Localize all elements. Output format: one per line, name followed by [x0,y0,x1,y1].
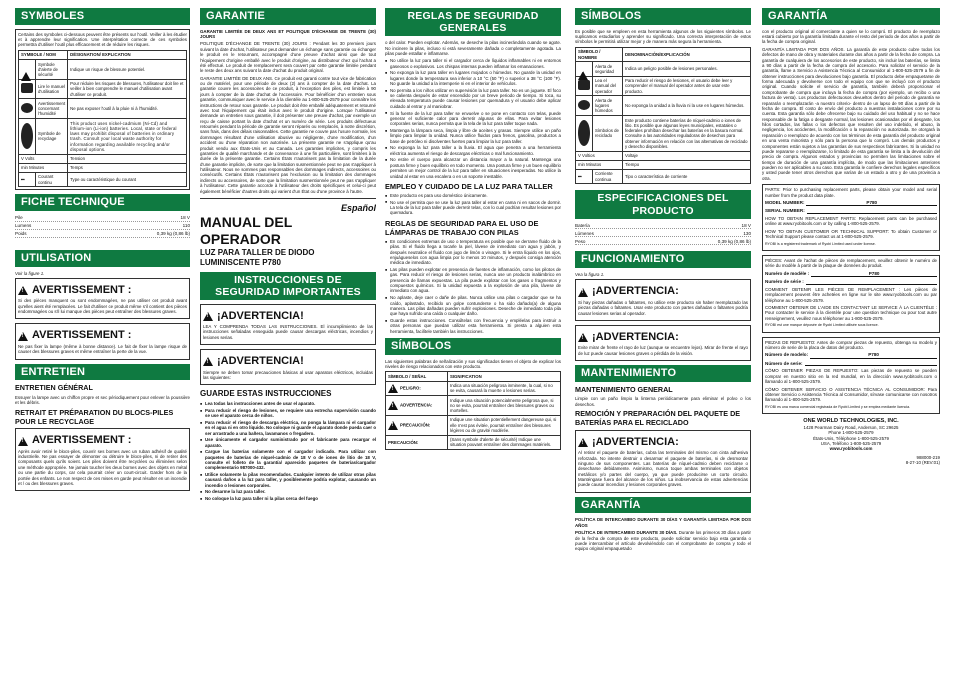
warning-title: AVERTISSEMENT : [32,434,132,447]
table-row [576,62,751,76]
parts-box-fr [762,255,940,333]
column-french-1 [15,8,190,495]
entretien-general: ENTRETIEN GÉNÉRAL [15,383,93,393]
table-row [576,116,751,151]
symbol-name: V Volts [19,154,68,163]
symbol-name: Alerta de seguridad [593,62,623,76]
symboles-col-head-2: DÉSIGNATION/ EXPLICATION [68,50,187,59]
warning-icon [18,332,28,341]
pilas-list [385,239,561,334]
address-line: Phone 1-800-525-2579 [828,430,874,436]
website-link[interactable]: www.ryobitools.com [829,446,873,452]
symbol-name: Lire le manuel d'utilisation [36,79,68,99]
garantia-title-1: POLÍTICA DE INTERCAMBIO DURANTE 30 DÍAS Y GARANTÍA LIMITADA POR DOS AÑOS [575,517,751,528]
warning-title: ¡ADVERTENCIA: [592,330,679,343]
warning-icon [18,437,28,446]
signal-name: PRECAUCIÓN: [386,435,448,449]
simbolos-header: SÍMBOLOS [385,338,561,355]
column-spanish-1 [385,8,561,450]
table-row [386,435,561,449]
garantie-p2: GARANTIE LIMITÉE DE DEUX ANS. Ce produit est garanti contre tout vice de fabrication ou de matériel, pour une période de deux (2) ans à compter de la date d'achat. La garantie couvre les accessoires de ce produit, à l'exception des piles, est limitée à 90 jours à compter de la date d'achat de l'accessoire. Pour bénéficier d'un entretien sous garantie, communiquer avec le service à la clientèle au 1-800-525-2579 pour connaître les instructions de retour sous garantie. Le produit doit être emballé adéquatement et retourné avec tout l'équipement qui était inclus avec le produit d'origine. Lorsque l'utilisateur demande un entretien sous garantie, il doit présenter une preuve d'achat, par exemple un reçu de caisse portant la date d'achat et un numéro de série. Les produits défectueux retournés pendant la période de garantie seront réparés ou remplacés, à notre discrétion, sans frais, dans des délais raisonnables. Cette garantie ne couvre pas l'usure normale, les dommages résultant d'une utilisation abusive ou négligente, d'une modification, d'un accident ou d'une réparation non autorisée. La présente garantie ne s'applique qu'au produit vendu aux États-Unis et au Canada. Les garanties implicites, y compris les garanties de qualité marchande et de convenance à une fin particulière, sont limitées à la durée de la présente garantie. Certains États n'autorisent pas la limitation de la durée d'une garantie implicite, de sorte que la limitation susmentionnée peut ne pas s'appliquer à l'utilisateur. Nous ne sommes pas responsables des dommages indirects, accessoires ou consécutifs. Certains États n'autorisent pas l'exclusion ou la limitation des dommages indirects ou accessoires, de sorte que la limitation susmentionnée peut ne pas s'appliquer à l'utilisateur. Cette garantie accorde à l'utilisateur des droits spécifiques et celui-ci peut également bénéficier d'autres droits qui varient d'un État ou d'une province à l'autre. [200,75,376,194]
symbol-name: Lea el manual del operador [593,76,623,96]
garantia-header-2: GARANTÍA [762,8,940,25]
garantia-header: GARANTÍA [575,497,751,514]
advertencia-box-1 [200,304,376,346]
list-item: ■ Cargue las baterías solamente con el cargador indicado. Para utilizar con paquetes de baterías de níquel-cadmio de 18 V o de iones de litio de 18 V, consulte el folleto de la garantía/ aparecido paquetes de baterías/cargador complementario 987000-432. [200,449,376,471]
utilisation-header: UTILISATION [15,250,190,267]
column-spanish-2 [575,8,751,554]
avertissement-box-2 [15,323,190,359]
simbolos-col-head-1: SÍMBOLO / NOMBRE [576,47,623,61]
warning-icon [578,438,588,447]
company-name: ONE WORLD TECHNOLOGIES, INC. [803,418,899,425]
list-item: ■ No aplaste, deje caer o dañe de pilas. Nunca utilice una pilas o cargador que se ha caído, aplastado, recibido un golpe contundente o ha sido dañado(a) de alguna manera. Las pilas dañadas pueden sufrir explosiones. Deseche de inmediato toda pila que haya sufrido una caída o cualquier daño. [385,295,561,317]
column-french-2 [200,8,376,503]
warning-title: ¡ADVERTENCIA! [217,309,304,322]
symboles-table [18,50,187,188]
spec-row: Peso 0,39 kg (0,86 lb) [575,238,751,244]
fiche-header: FICHE TECHNIQUE [15,194,190,211]
garantia-p2: GARANTÍA LIMITADA POR DOS AÑOS. La garantía de este producto cubre todos los defectos de mano de obra y materiales durante dos años a partir de la fecha de compra. La garantía de cualquiera de los accesorios de este producto, sin incluir las baterías, se limita a 90 días a partir de la fecha de compra del accesorio. Para solicitar el servicio de la garantía, llame a Servicio a Asistencia Técnica al Consumidor al 1-800-525-2579 a fin de obtener instrucciones para devoluciones bajo garantía. El producto debe empaquetarse de forma adecuada y devolverse con todo el equipo con que se incluyó con el producto original. Cuando solicite el servicio de garantía, también deberá proporcionar el comprobante de compra que incluya la fecha de compra (por ejemplo, un recibo o una factura de venta). Los productos defectuosos devueltos dentro del periodo de garantía se repararán o reemplazarán -a nuestro criterio- dentro de un lapso de 90 días a partir de la fecha de compra. El costo de envío del producto a nuestras instalaciones corre por su cuenta. Esta garantía sólo debe ofrecerse bajo su cuidado del uso habitual y no se hace responsable de la fatiga o desgaste normal, las lesiones ocasionadas por el desgaste, los hilos cortados, las fallas o los defectos que resulten del uso indebido, el abuso, la negligencia, los accidentes, la modificación o la reparación no autorizada. Se otorgará la reparación o reemplazo de acuerdo con los términos de esta garantía del producto original en una venta minorista y sólo para la persona que lo compró. Los demás productos y componentes están sujetos a las garantías de sus respectivos fabricantes. Si la unidad no puede repararse o reemplazarse, lo limitado de esta garantía se limita a la devolución del precio de compra. Algunos estados y provincias no permiten las limitaciones sobre el tiempo de duración de una garantía implícita, de modo que las limitaciones anteriores pueden no ser aplicables a su caso. Esta garantía le confiere derechos legales específicos y usted puede tener otros derechos que varían de un estado a otro y de una provincia a otra. [762,46,940,181]
garantie-p1: POLITIQUE D'ÉCHANGE DE TRENTE (30) JOURS : Pendant les 30 premiers jours suivant la date d'achat, l'utilisateur peut demander un échange sans garantie ou échanger le produit en le retournant, accompagné d'une preuve d'achat ainsi que de tout l'équipement d'origine emballé avec le produit d'origine, au distributeur chez qui l'achat a été effectué. Le produit de remplacement sera couvert par cette garantie limitée pendant le reste des deux ans suivant la date d'achat du produit original. [200,41,376,74]
parts-text: PARTS: Prior to purchasing replacement parts, please obtain your model and serial number from the product data plate. [765,187,937,198]
warning-text: Après avoir retiré le blocs-piles, couvrir ses bornes avec un ruban adhésif de qualité industrielle. Ne pas essayer de démonter ou détruire le blocs-piles, ni de retirer des composants quels qu'ils soient. Les piles doivent être recyclées ou éliminées selon une méthode appropriée. Ne jamais toucher les deux bornes avec des objets en métal ou une partie du corps, car cela pourrait créer un court-circuit. Garder hors de la portée des enfants. Le non respect de ces mises en garde peut résulter en un incendie et / ou des blessures graves. [18,448,187,486]
list-item: ■ Lea todas las instrucciones antes de usar el aparato. [200,401,376,406]
symbol-name: Alerta de lugares húmedos [593,96,623,116]
es-serial-field: Número de serie: [765,361,937,367]
spec-row: Lúmenes 130 [575,230,751,236]
list-item: ■ No coloque la luz para taller ni la pilas cerca del fuego [200,496,376,501]
pieces-text: PIÈCES: Avant de l'achat de pièces de remplacement, veuillez obtenir le numéro de série du modèle à partir de la plaque de données du produit. [765,257,937,269]
symbol-desc: Este producto contiene baterías de níquel-cadmio o iones de litio. Es posible que algunas leyes municipales, estatales o federales prohíban desechar las baterías en la basura normal. Consulte a las autoridades reguladoras de desechos para obtener información en relación con las alternativas de reciclado y desecho disponibles. [623,116,751,151]
list-item: ■ No desarme la luz para taller. [200,489,376,494]
warning-icon [578,288,588,297]
table-row [19,154,187,163]
list-item: ■ No estire el cuerpo para alcanzar un distancia mayor a la natural. Mantenga una postura firme y buen equilibrio en todo momento. Una postura firme y un buen equilibrio permiten un mejor control de la luz para taller en situaciones inesperadas. No utilice la unidad al estar en una escalera o en un soporte inestable. [385,157,561,179]
list-item: ■ No use el permita que se use la luz para taller al estar en cama ni en sacos de dormir. La tela de la luz para taller puede derretir telas, con lo cual podrían resultar lesiones por quemadura. [385,200,561,216]
avertissement-box-3 [15,428,190,491]
symbol-desc: Tiempo [623,160,751,169]
warning-title: AVERTISSEMENT : [32,329,132,342]
warning-title: ¡ADVERTENCIA: [592,435,679,448]
especificaciones-specs [575,223,751,246]
doc-meta [762,455,940,466]
list-item: ■ No exponga la luz para taller en lugares mojados o húmedos. No guarde la unidad en lugares donde la temperatura sea inferior a 10 °C (50 °F) o superior a 38 °C (100 °F). No guarde la unidad a la intemperie ni en el interior de vehículos. [385,70,561,86]
spec-row: Poids 0,39 kg (0,86 lb) [15,231,190,237]
doc-number: 988000-219 [916,454,940,460]
symbol-desc: Type ou caractéristique du courant [68,172,187,186]
recycling-icon [21,123,33,149]
model-number-field: MODEL NUMBER: P780 [765,200,937,207]
list-item: ■ Si la fuente de la luz para taller se envuelve o se pone en contacto con telas, puede generar el suficiente calor para derretir algunas de ellas. Para evitar lesiones corporales serias, nunca permita que la tela de la luz para taller toque nada. [385,111,561,127]
doc-date: 8-27-10 (REV:01) [905,460,940,466]
reglas-list [385,58,561,179]
direct-current-icon: ⎓ [21,177,25,183]
list-item: ■ Las pilas pueden explotar en presencia de fuentes de inflamación, como los pilotos de gas. Para reducir el riesgo de lesiones serias, nunca use un producto inalámbrico en presencia de llamas expuestas. La pila puede explotar con los gases o fragmentos y compuestos químicos. Si la unidad expuesta a la explosión de una pila, lávese de inmediato con agua. [385,267,561,294]
safety-alert-icon [578,66,588,80]
warning-title: ¡ADVERTENCIA: [592,285,679,298]
read-manual-icon [21,83,33,93]
instrucciones-header: INSTRUCCIONES DE SEGURIDAD IMPORTANTES [200,272,376,300]
manual-subtitle-2: LUMINISCENTE P780 [200,257,281,267]
signal-col-head-1: SÍMBOLO / SEÑAL [386,372,448,381]
garantie-header: GARANTIE [200,8,376,25]
mantenimiento-text: Limpie con un paño limpio la linterna periódicamente para eliminar el polvo o los desechos. [575,396,751,407]
simbolos-intro: Las siguientes palabras de señalización y sus significados tienen el objeto de explicar los niveles de riesgo relacionados con este producto. [385,358,561,370]
signal-desc: Indique une situation potentiellement dangereuse qui, si elle n'est pas évitée, pourrait entraîner des blessures légères ou de gravité modérée. [448,415,561,435]
symboles-box [15,29,190,191]
table-row [576,96,751,116]
table-row [576,76,751,96]
symbol-desc: Indique un risque de blessure potentiel. [68,60,187,80]
table-row [576,169,751,183]
garantia-p1: con el producto original al comerciante a quien se lo compró. El producto de reemplazo estará cubierto por la garantía limitada durante el resto del periodo de dos años a partir de la fecha de compra original. [762,28,940,45]
symbol-desc: Ne pas exposer l'outil à la pluie ni à l'humidité. [68,99,187,119]
list-item: ■ Este producto es para uso doméstico únicamente. [385,193,561,198]
warning-title: AVERTISSEMENT : [32,283,132,296]
avertissement-box-1 [15,278,190,320]
symbol-name: Symbole d'alerte de sécurité [36,60,68,80]
fr-model-field: Numéro de modèle : P780 [765,271,937,278]
spec-row: Lumens 110 [15,223,190,229]
warning-icon [18,286,28,295]
table-row [19,119,187,154]
table-row [576,151,751,160]
divider [200,198,376,199]
voir-figure: Voir la figure 1. [15,270,45,276]
mantenimiento-header: MANTENIMIENTO [575,365,751,382]
list-item: ■ Para reducir el riesgo de descarga eléctrica, no ponga la lámpara ni el cargador en el agua ni en otro líquido. No coloque ni guarde el aparato donde pueda caer o ser arrastrado a una bañera, lavamanos o fregadero. [200,420,376,436]
recycling-icon [578,120,590,146]
simbolos-intro-2: Es posible que se empleen en esta herramienta algunos de los siguientes símbolos. Le suplicamos estudiarlos y aprender su significado. Una correcta interpretación de estos símbolos le permitirá utilizar mejor y de manera más segura la herramienta. [575,28,751,45]
es-model-field: Número de modelo: P780 [765,352,937,359]
garantia-title-2: POLÍTICA DE INTERCAMBIO DURANTE 30 DÍAS. [575,530,678,536]
ryobi-tm: RYOBI is a registered trademark of Ryobi Limited used under license. [765,241,876,246]
direct-current-icon: ⎓ [578,174,582,180]
list-item: ■ Para reducir el riesgo de lesiones, se requiere una estrecha supervisión cuando se use el aparato cerca de niños. [200,408,376,419]
simbolos-header-2: SÍMBOLOS [575,8,751,25]
symbol-name: Símbolos de reciclado [593,116,623,151]
manual-title: MANUAL DEL OPERADOR [200,213,293,247]
list-item: ■ No permita a los niños utilizar en supervisión la luz para taller. No es un juguete. El foco se calienta después de estar encendido por un breve periodo de tiempo. Si toca, su elevada temperatura puede causar lesiones por quemadura y el usuario debe aplicar cuidado al entrar y al maniobrar. [385,88,561,110]
es-asist: CÓMO OBTENER SERVICIO O ASISTENCIA TÉCNICA AL CONSUMIDOR: Para obtener Servicio o Asistencia Técnica al Consumidor, sírvase comunicarse con nosotros llamando al 1-800-525-2579. [765,386,937,403]
fr-commander: COMMENT OBTENIR LES PIÈCES DE REMPLACEMENT : Les pièces de remplacement peuvent être achetées en ligne sur le site www.ryobitools.com ou par téléphone au 1-800-525-2579. [765,286,937,303]
warning-title: ¡ADVERTENCIA! [217,355,304,368]
warning-text: LEA Y COMPRENDA TODAS LAS INSTRUCCIONES. El incumplimiento de las instrucciones señaladas enseguida puede causar descargas eléctricas, incendios y lesiones serias. [203,324,373,340]
mantenimiento-general: MANTENIMIENTO GENERAL [575,384,673,394]
advertencia-box-2 [200,349,376,385]
garantia-text: Durante los primeros 30 días a partir de la fecha de compra de este producto, puede solicitar servicio bajo esta garantía o puede intercambiar el artículo devolviéndolo con el comprobante de compra y todo el equipo original empaquetado [575,530,751,552]
wet-conditions-icon [21,103,33,113]
symbol-desc: Indica un peligro posible de lesiones personales. [623,62,751,76]
es-ryobi: RYOBI es una marca comercial registrada de Ryobi Limited y se emplea mediante licencia. [765,404,911,409]
list-item: ■ En condiciones extremas de uso o temperatura es posible que se derrame fluido de la pilas. Si el fluido llega a tocarle la piel, lávese de inmediato con agua y jabón, y después neutralice el fluido con jugo de limón o vinagre. Si le entra líquido en los ojos, enjuágueselos con agua limpia por lo menos 10 minutos, y después consiga atención médica de inmediato. [385,239,561,266]
warning-text: Siempre se deben tomar precauciones básicas al usar aparatos eléctricos, incluidas las siguientes: [203,369,373,380]
list-item: ■ Guarde estas instrucciones. Consúltelas con frecuencia y empléelas para instruir a otras personas que puedan utilizar esta herramienta. Si presta a alguien esta herramienta, facilítele también las instrucciones. [385,318,561,334]
table-row [19,79,187,99]
simbolos-table-2 [575,47,751,185]
warning-text: Ne pas fixer la lampe (même à bonne distance). Le fait de fixer la lampe risque de causer des blessures graves et même entraîner la perte de la vue. [18,343,187,355]
warning-icon [203,312,213,321]
signal-table [385,371,561,450]
entretien-header: ENTRETIEN [15,364,190,381]
reglas-pilas-title: REGLAS DE SEGURIDAD PARA EL USO DE LÁMPARAS DE TRABAJO CON PILAS [385,218,539,237]
symbol-desc: Tension [68,154,187,163]
empleo-list [385,193,561,216]
symbol-name: Courant continu [36,172,68,186]
table-row [19,60,187,80]
signal-col-head-2: SIGNIFICATION [448,372,561,381]
reglas-header: REGLAS DE SEGURIDAD GENERALES [385,8,561,36]
especificaciones-header: ESPECIFICACIONES DEL PRODUCTO [575,190,751,218]
symbol-desc: Temps [68,163,187,172]
address-line: 1428 Pearman Dairy Road, Anderson, SC 29625 [803,424,899,430]
funcionamiento-header: FUNCIONAMIENTO [575,251,751,268]
simbolos-col-head-2: DENOMINACIÓN/EXPLICACIÓN [623,47,751,61]
table-row: !PRECAUCIÓN: Indique une situation potentiellement dangereuse qui, si elle n'est pas évitée, pourrait entraîner des blessures légères ou de gravité modérée. [386,415,561,435]
empleo-title: EMPLEO Y CUIDADO DE LA LUZ PARA TALLER [385,181,553,191]
es-como: CÓMO OBTENER PIEZAS DE REPUESTO: Las piezas de repuesto se pueden comprar en nuestro sitio en la red mundial, en la dirección www.ryobitools.com o llamando al 1-800-525-2579. [765,368,937,385]
warning-icon [578,333,588,342]
list-item: ■ Mantenga la lámpara seca, limpia y libre de aceites y grasas. Siempre utilice un paño limpio para limpiar la unidad. Nunca utilice fluidos para frenos, gasolina, productos a base de petróleo ni disolventes fuertes para limpiar la luz para taller. [385,128,561,144]
table-row: !PELIGRO: Indica una situación peligrosa inminente, la cual, si no se evita, causará la muerte o lesiones serias. [386,381,561,395]
spec-row: Pile 18 V [15,215,190,221]
table-row [19,99,187,119]
fr-service: COMMENT OBTENIR DE L'AIDE EN CONTACTANT LE SERVICE À LA CLIENTÈLE : Pour contacter le service à la clientèle pour une question technique ou pour tout autre renseignement, veuillez nous téléphoner au 1-800-525-2579. [765,305,937,321]
garantie-title: GARANTIE LIMITÉE DE DEUX ANS ET POLITIQUE D'ÉCHANGE DE TRENTE (30) JOURS [200,28,376,40]
column-spanish-3 [762,8,940,466]
how-support: HOW TO OBTAIN CUSTOMER OR TECHNICAL SUPPORT: To obtain Customer or Technical Support please contact us at 1-800-525-2579. [765,228,937,240]
spec-row: Batería 18 V [575,222,751,228]
signal-desc: Indica una situación peligrosa inminente, la cual, si no se evita, causará la muerte o lesiones serias. [448,381,561,395]
safety-list [200,401,376,501]
caution-icon [388,421,398,430]
warning-icon [203,357,213,366]
read-manual-icon [578,80,590,90]
symbol-name: min Minutos [576,160,623,169]
symbol-desc: Tipo o característica de corriente [623,169,751,183]
symbol-name: Avertissement concernant l'humidité [36,99,68,119]
list-item: ■ No exponga la luz para taller a la lluvia. El agua que penetra a una herramienta eléctrica aumenta el riesgo de descargas eléctricas o mal funcionamiento. [385,145,561,156]
remocion-title: REMOCIÓN Y PREPARACIÓN DEL PAQUETE DE BATERÍAS PARA EL RECICLADO [575,409,741,428]
danger-icon [388,384,398,393]
table-row [576,160,751,169]
symbol-desc: This product uses nickel-cadmium (Ni-Cd) and lithium-ion (Li-ion) batteries. Local, state or federal laws may prohibit disposal of batteries in ordinary trash. Consult your local waste authority for information regarding available recycling and/or disposal options. [68,119,187,154]
serial-number-field: SERIAL NUMBER: [765,208,937,214]
signal-desc: Indique una situación potencialmente peligrosa que, si no se evita, pourrait entraîner des blessures graves ou mortelles. [448,396,561,416]
table-row: !ADVERTENCIA: Indique una situación potencialmente peligrosa que, si no se evita, pourrait entraîner des blessures graves ou mortelles. [386,396,561,416]
retrait-title: RETRAIT ET PRÉPARATION DU BLOCS-PILES POUR LE RECYCLAGE [15,407,174,426]
warning-text: Si des pièces manquent ou sont endommagées, ne pas utiliser cet produit avant qu'elles aient été remplacées. Le fait d'utiliser ce produit même s'il contient des pièces endommagées ou s'il lui manque des pièces peut entraîner des blessures graves. [18,298,187,315]
advertencia-box-3 [575,279,751,321]
fr-ryobi: RYOBI est une marque déposée de Ryobi Limited utilisée sous licence. [765,323,879,328]
symbol-name: Symbole de recyclage [36,119,68,154]
list-item: ■ Use únicamente el cargador suministrado por el fabricante para recargar el aparato. [200,437,376,448]
warning-icon [388,401,398,410]
address-line: USA, Teléfono 1-800-525-2579 [820,441,882,447]
symbol-name: Corriente continua [593,169,623,183]
symbol-name: min Minutes [19,163,68,172]
wet-conditions-icon [578,100,590,110]
company-block [762,418,940,452]
symbol-desc: Voltaje [623,151,751,160]
symboles-col-head-1: SYMBOLE / NOM [19,50,68,59]
table-row [19,163,187,172]
list-item: ■ No utilice la luz para taller ni el cargador cerca de líquidos inflamables ni en entornos gaseosos o explosivos. Los chispas internas pueden inflamar los emanaciones. [385,58,561,69]
symbol-name: V Voltios [576,151,623,160]
reglas-intro: o del calor. Pueden explotar. Además, se deseche la pilas incinerándola cuando se agote. No incinere la pilas, incluso si está severamente dañada o completamente agotada. La pilas puede estallar e inflamarse. [385,40,561,56]
symbol-desc: Pour réduire les risques de blessures, l'utilisateur doit lire et veiller à bien comprendre le manuel d'utilisation avant d'utiliser ce produit. [68,79,187,99]
vea-figura: Vea la figura 1. [575,272,605,277]
safety-alert-icon [21,67,31,81]
entretien-text: Essuyer la lampe avec un chiffon propre et sec périodiquement pour enlever la poussière et les débris. [15,395,190,406]
address-line: États-Unis, Téléphone 1-800-525-2579 [813,435,889,441]
advertencia-box-5 [575,430,751,493]
list-item: ■ Utilice solamente la pilas recomendados. Cualquier intento de utilizar otras pilas causará daños a la luz para taller, y posiblemente podría explotar, causando un incendio o lesiones corporales. [200,472,376,488]
parts-box-en [762,184,940,251]
advertencia-box-4 [575,325,751,361]
warning-text: Evite mirar de frente el rayo de luz (aunque se encuentre lejos). Mirar de frente el rayo de luz puede causar lesiones graves o pérdida de la visión. [578,345,748,356]
warning-text: Si hay piezas dañadas o faltantes, no utilice este producto sin haber reemplazado las piezas dañadas o faltantes. Usar este producto con partes dañadas o faltantes podría causar lesiones serias al operador. [578,299,748,316]
signal-desc: (Sans symbole d'alerte de sécurité) Indique une situation pouvant entraîner des dommages matériels. [448,435,561,449]
symbol-desc: No exponga la unidad a la lluvia ni la use en lugares húmedos. [623,96,751,116]
warning-text: Al retirar el paquete de baterías, cubra las terminales del mismo con cinta adhesiva reforzada. No intente destruir o desarmar el paquete de baterías, ni de desmontar ninguno de sus componentes. Las baterías de níquel-cadmio deben reciclarse o desecharse debidamente. Asimismo, nunca toque ambas terminales con objetos metálicos y/o partes del cuerpo, ya que puede producirse un corto circuito. Manténgase fuera del alcance de los niños. La inobservancia de estas advertencias puede causar incendios y lesiones corporales graves. [578,450,748,488]
guarde-title: GUARDE ESTAS INSTRUCCIONES [200,389,332,399]
fr-serial-field: Numéro de série : [765,279,937,285]
symboles-intro: Certains des symboles ci-dessous peuvent être présents sur l'outil. Veiller à les étudier et à apprendre leur signification. Une interprétation correcte de ces symboles permettra d'utiliser l'outil plus efficacement et de réduire les risques. [18,31,187,48]
how-parts: HOW TO OBTAIN REPLACEMENT PARTS: Replacement parts can be purchased online at www.ryobitools.com or by calling 1-800-525-2579. [765,216,937,227]
fiche-specs [15,215,190,238]
table-row [19,172,187,186]
parts-box-es [762,337,940,415]
language-label: Español [340,202,376,213]
symbol-desc: Para reducir el riesgo de lesiones, el usuario debe leer y comprender el manual del operador antes de usar este producto. [623,76,751,96]
es-piezas: PIEZAS DE REPUESTO: Antes de comprar piezas de repuesto, obtenga su modelo y número de serie de la placa de datos del producto. [765,339,937,350]
manual-subtitle-1: LUZ PARA TALLER DE DIODO [200,248,315,258]
symboles-header: SYMBOLES [15,8,190,25]
